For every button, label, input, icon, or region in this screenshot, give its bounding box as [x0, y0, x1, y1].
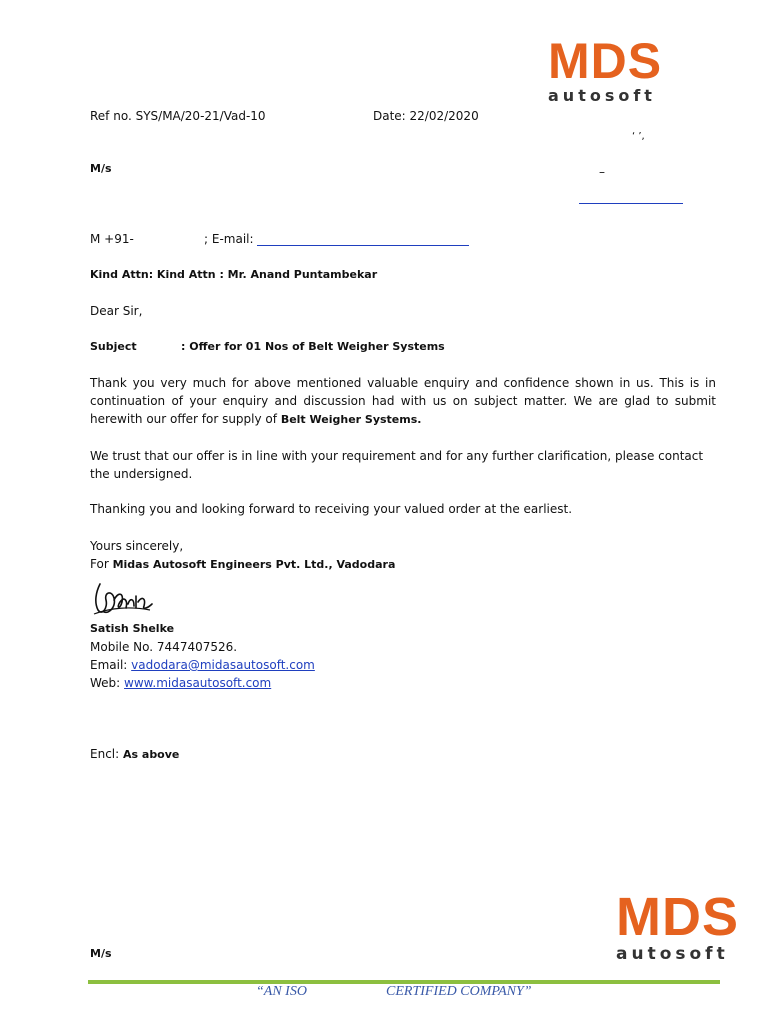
subject-text: : Offer for 01 Nos of Belt Weigher Systems — [181, 340, 445, 353]
kind-attention: Kind Attn: Kind Attn : Mr. Anand Puntambekar — [90, 268, 378, 281]
mobile-label: M +91- — [90, 232, 134, 246]
company-logo-footer — [616, 887, 739, 964]
email-label: ; E-mail: — [204, 232, 254, 246]
closing-for-line — [90, 557, 395, 571]
enclosure-line — [90, 747, 179, 761]
closing-for: For — [90, 557, 109, 571]
footer-iso-left: “AN ISO — [256, 984, 307, 999]
subject-label: Subject — [90, 340, 137, 353]
signatory-mobile: Mobile No. 7447407526. — [90, 640, 238, 654]
closing-yours: Yours sincerely, — [90, 539, 184, 553]
logo-mark: MDS — [548, 33, 663, 89]
signatory-email-label: Email: — [90, 658, 128, 672]
body-paragraph-2: We trust that our offer is in line with your requirement and for any further clarification, please contact the undersigned. — [90, 449, 704, 481]
logo-subtext: autosoft — [548, 86, 656, 105]
right-quote-marks: ‘ ’, — [632, 131, 645, 142]
body-paragraph-1-bold: Belt Weigher Systems. — [280, 413, 422, 426]
right-dash: – — [599, 165, 605, 179]
footer-iso-right: CERTIFIED COMPANY” — [386, 984, 532, 999]
footer-logo-mark: MDS — [616, 887, 739, 947]
company-logo-top — [548, 33, 663, 105]
letter-date: Date: 22/02/2020 — [373, 109, 479, 123]
body-paragraph-1-text: Thank you very much for above mentioned valuable enquiry and confidence shown in us. This is in continuation of your enquiry and discussion had with us on subject matter. We are glad to submit herewith our offer for supply of — [90, 376, 716, 426]
salutation: Dear Sir, — [90, 304, 143, 318]
signatory-web-label: Web: — [90, 676, 121, 690]
signatory-name: Satish Shelke — [90, 622, 175, 635]
enclosure-value: As above — [123, 748, 180, 761]
signatory-web-link[interactable]: www.midasautosoft.com — [124, 676, 272, 690]
body-paragraph-1 — [90, 374, 716, 429]
email-underline — [257, 245, 469, 246]
footer-logo-subtext: autosoft — [616, 944, 729, 964]
signatory-email-link[interactable]: vadodara@midasautosoft.com — [131, 658, 315, 672]
handwritten-signature — [90, 578, 156, 622]
body-paragraph-3: Thanking you and looking forward to receiving your valued order at the earliest. — [90, 502, 573, 516]
closing-company: Midas Autosoft Engineers Pvt. Ltd., Vadodara — [112, 558, 396, 571]
addressee-ms: M/s — [90, 162, 112, 175]
enclosure-label: Encl: — [90, 747, 120, 761]
right-underline — [579, 203, 683, 204]
footer-addressee-ms: M/s — [90, 947, 112, 960]
reference-number: Ref no. SYS/MA/20-21/Vad-10 — [90, 109, 266, 123]
signatory-web-line — [90, 676, 271, 690]
signatory-email-line — [90, 658, 315, 672]
